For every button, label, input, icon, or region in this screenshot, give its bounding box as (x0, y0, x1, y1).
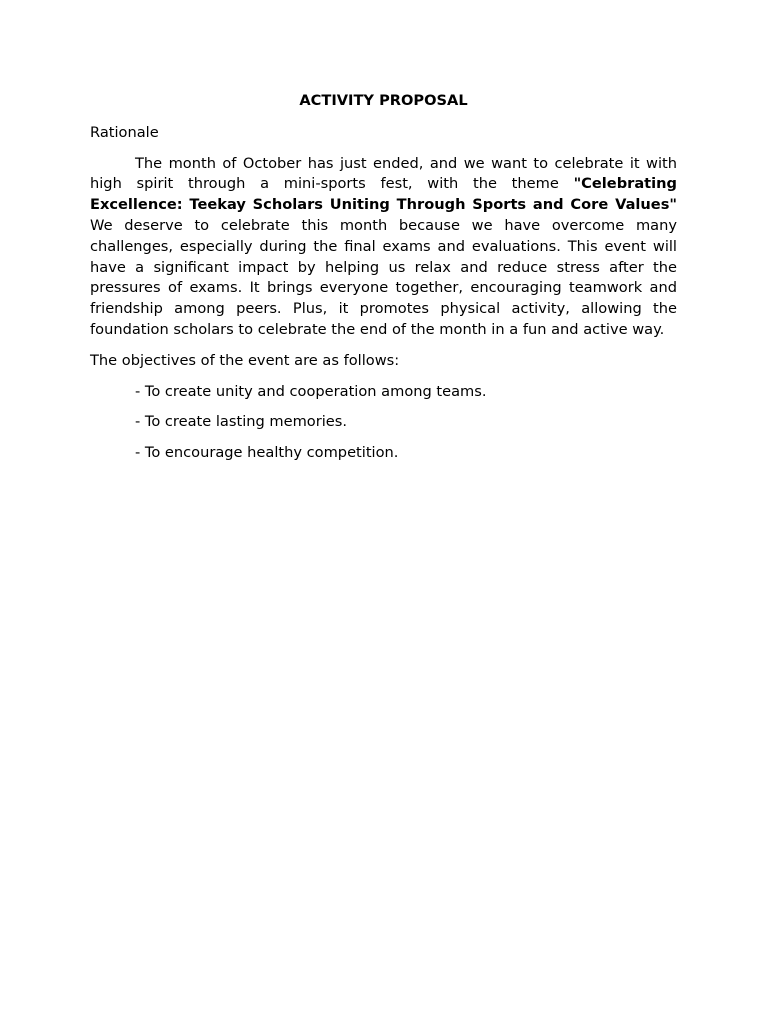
objective-item: - To create lasting memories. (135, 413, 348, 431)
objective-item: - To encourage healthy competition. (135, 444, 399, 462)
section-heading-rationale: Rationale (90, 123, 159, 141)
rationale-text-end: We deserve to celebrate this month because we have overcome many challenges, especially during the final exams and evaluations. This event will have a significant impact by helping us relax and reduce stress after the pressures of exams. It brings everyone together, encouraging teamwork and friendship among peers. Plus, it promotes physical activity, allowing the foundation scholars to celebrate the end of the month in a fun and active way. (90, 216, 677, 338)
objectives-intro: The objectives of the event are as follows: (90, 351, 400, 369)
rationale-paragraph (90, 154, 677, 341)
event-theme: "Celebrating Excellence: Teekay Scholars Uniting Through Sports and Core Values" (90, 175, 677, 214)
rationale-text-start: The month of October has just ended, and we want to celebrate it with high spirit through a mini-sports fest, with the theme (90, 154, 677, 193)
document-title: ACTIVITY PROPOSAL (299, 92, 468, 109)
objectives-list (90, 382, 677, 464)
objective-item: - To create unity and cooperation among teams. (135, 382, 487, 400)
document-body (90, 91, 677, 474)
